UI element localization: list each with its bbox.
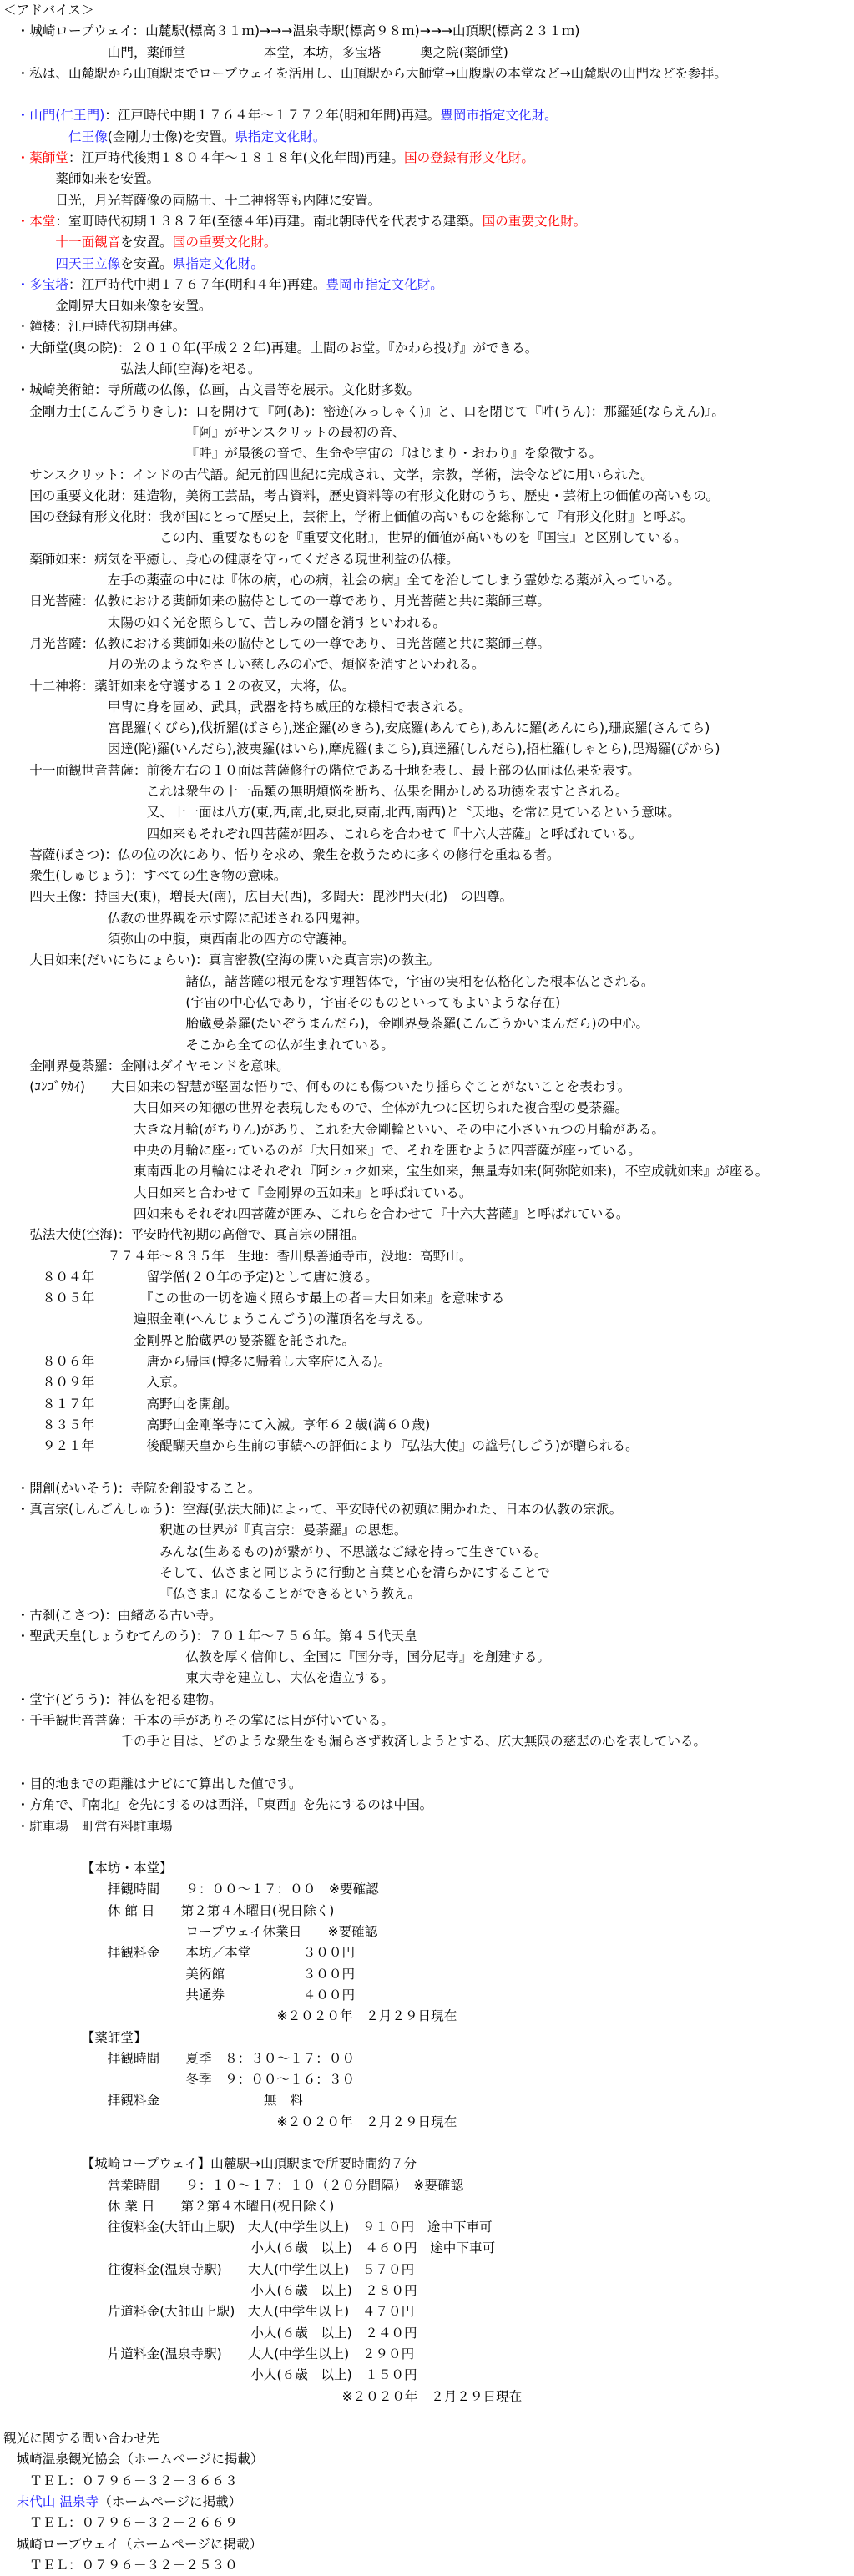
doc-line-text: 胎蔵曼荼羅(たいぞうまんだら)，金剛界曼荼羅(こんごうかいまんだら)の中心。 xyxy=(185,1016,649,1032)
doc-line xyxy=(0,1478,854,1499)
doc-line xyxy=(0,1140,854,1161)
doc-line-text: 仏教を厚く信仰し、全国に『国分寺，国分尼寺』を創建する。 xyxy=(185,1649,551,1665)
doc-line-text: ・私は、山麓駅から山頂駅までロープウェイを活用し、山頂駅から大師堂→山腹駅の本堂など→山麓駅の山門などを参拝。 xyxy=(16,65,727,81)
doc-line-text: を安置。 xyxy=(120,235,173,250)
doc-line-text: (宇宙の中心仏であり，宇宙そのものといってもよいような存在) xyxy=(185,994,561,1010)
doc-line xyxy=(0,275,854,295)
doc-line-text: 『阿』がサンスクリットの最初の音、 xyxy=(185,424,406,440)
doc-line xyxy=(0,1267,854,1288)
doc-line xyxy=(0,2112,854,2133)
doc-line xyxy=(0,0,854,21)
doc-line xyxy=(0,1964,854,1985)
doc-line-text: 観光に関する問い合わせ先 xyxy=(3,2431,160,2447)
doc-line-text: 宮毘羅(くびら),伐折羅(ばさら),迷企羅(めきら),安底羅(あんてら),あんに羅(あんにら),珊底羅(さんてら) xyxy=(107,720,710,736)
doc-line-text: を安置。 xyxy=(120,255,173,271)
doc-line-text: 営業時間 ９：１０～１７：１０（２０分間隔） ※要確認 xyxy=(107,2177,464,2193)
doc-line xyxy=(0,718,854,739)
doc-line xyxy=(0,359,854,380)
doc-line-text: 国の重要文化財。 xyxy=(482,213,587,229)
doc-line-text: 城崎ロープウェイ（ホームページに掲載） xyxy=(16,2536,263,2552)
doc-line-text: 薬師如来を安置。 xyxy=(55,171,160,187)
doc-line-text: ＴＥＬ：０７９６－３２－２５３０ xyxy=(29,2557,238,2573)
doc-line-text: 『仏さま』になることができるという教え。 xyxy=(159,1586,421,1602)
doc-line-text: ・千手観世音菩薩：千本の手がありその掌には目が付いている。 xyxy=(16,1713,394,1729)
doc-line-text: 釈迦の世界が『真言宗：曼荼羅』の思想。 xyxy=(159,1523,407,1538)
doc-line xyxy=(0,1225,854,1245)
doc-line xyxy=(0,21,854,42)
doc-line-text: 中央の月輪に座っているのが『大日如来』で、それを囲むように四菩薩が座っている。 xyxy=(134,1143,641,1159)
doc-line xyxy=(0,2534,854,2555)
doc-line-text: 又、十一面は八方(東,西,南,北,東北,東南,北西,南西)と〝天地〟を常に見ているという意味。 xyxy=(146,805,681,821)
doc-line-text: 十一面観世音菩薩：前後左右の１０面は菩薩修行の階位である十地を表し、最上部の仏面は仏果を表す。 xyxy=(29,762,640,778)
doc-line-text: 四如来もそれぞれ四菩薩が囲み、これらを合わせて『十六大菩薩』と呼ばれている。 xyxy=(146,826,643,841)
doc-line xyxy=(0,1331,854,1351)
doc-line-text: 拝観料金 本坊／本堂 ３００円 xyxy=(107,1945,356,1961)
doc-line-text: 千の手と目は、どのような衆生をも漏らさず救済しようとする、広大無限の慈悲の心を表している。 xyxy=(120,1734,707,1750)
doc-line xyxy=(0,760,854,781)
doc-line-text: これは衆生の十一品類の無明煩悩を断ち、仏果を開かしめる功徳を表すとされる。 xyxy=(146,783,629,799)
doc-line xyxy=(0,528,854,548)
doc-line-text: 大日如来と合わせて『金剛界の五如来』と呼ばれている。 xyxy=(134,1184,472,1200)
doc-line-text: 小人(６歳 以上) ２８０円 xyxy=(107,2283,417,2299)
doc-line xyxy=(0,697,854,718)
doc-line-text: ：江戸時代中期１７６４年～１７７２年(明和年間)再建。 xyxy=(104,108,441,124)
doc-line xyxy=(0,929,854,950)
doc-line xyxy=(0,549,854,570)
doc-line-text: 大日如来(だいにちにょらい)：真言密教(空海の開いた真言宗)の教主。 xyxy=(29,952,441,968)
doc-line-text: 四天王像：持国天(東)，増長天(南)，広目天(西)，多聞天：毘沙門天(北) の四尊。 xyxy=(29,889,513,905)
doc-line-text: 城崎温泉観光協会（ホームページに掲載） xyxy=(16,2452,264,2467)
doc-line-text: ＴＥＬ：０７９６－３２－３６６３ xyxy=(29,2472,238,2488)
doc-line xyxy=(0,169,854,189)
doc-line xyxy=(0,316,854,337)
doc-line-text: ８０４年 留学僧(２０年の予定)として唐に渡る。 xyxy=(29,1269,378,1285)
doc-line-text: 国の重要文化財：建造物，美術工芸品，考古資料，歴史資料等の有形文化財のうち、歴史・芸術上の価値の高いもの。 xyxy=(29,487,720,503)
doc-line xyxy=(0,1710,854,1731)
doc-line-text: そして、仏さまと同じように行動と言葉と心を清らかにすることで xyxy=(159,1564,550,1580)
doc-line xyxy=(0,1816,854,1837)
doc-line-text: ・古刹(こさつ)：由緒ある古い寺。 xyxy=(16,1607,222,1623)
doc-line xyxy=(0,1753,854,1774)
doc-line-text: ・城崎美術館：寺所蔵の仏像，仏画，古文書等を展示。文化財多数。 xyxy=(16,382,421,398)
doc-line-text: 拝観時間 夏季 ８：３０～１７：００ xyxy=(107,2050,356,2066)
doc-line xyxy=(0,1309,854,1330)
doc-line xyxy=(0,2301,854,2322)
doc-line xyxy=(0,802,854,823)
doc-line-text: 金剛界曼荼羅：金剛はダイヤモンドを意味。 xyxy=(29,1058,290,1073)
doc-line-text: ・薬師堂 xyxy=(16,150,68,166)
doc-line-text: 【本坊・本堂】 xyxy=(81,1861,173,1876)
doc-line xyxy=(0,654,854,675)
doc-line-text: 拝観料金 無 料 xyxy=(107,2093,303,2109)
doc-line-text: 衆生(しゅじょう)：すべての生き物の意味。 xyxy=(29,868,287,884)
doc-line-text: ・目的地までの距離はナビにて算出した値です。 xyxy=(16,1775,302,1791)
doc-line xyxy=(0,866,854,886)
doc-line-text: 太陽の如く光を照らして、苦しみの闇を消すといわれる。 xyxy=(107,614,446,630)
doc-line xyxy=(0,1457,854,1477)
doc-line xyxy=(0,2365,854,2386)
doc-line-text: 菩薩(ぼさつ)：仏の位の次にあり、悟りを求め、衆生を救うために多くの修行を重ねる者。 xyxy=(29,846,560,862)
doc-line xyxy=(0,2196,854,2217)
doc-line xyxy=(0,2175,854,2196)
doc-line-text: ・鐘楼：江戸時代初期再建。 xyxy=(16,319,186,335)
doc-line xyxy=(0,2217,854,2238)
doc-line xyxy=(0,1499,854,1520)
doc-line xyxy=(0,1351,854,1372)
doc-line xyxy=(0,1668,854,1689)
doc-line-text: 冬季 ９：００～１６：３０ xyxy=(107,2072,356,2088)
doc-line xyxy=(0,2238,854,2259)
doc-line xyxy=(0,634,854,654)
doc-line xyxy=(0,1183,854,1204)
doc-line-text: ・山門(仁王門) xyxy=(16,108,105,124)
doc-line xyxy=(0,63,854,84)
doc-line xyxy=(0,2471,854,2492)
doc-line-text: 弘法大使(空海)：平安時代初期の高僧で、真言宗の開祖。 xyxy=(29,1227,365,1243)
doc-line xyxy=(0,1436,854,1457)
doc-line xyxy=(0,211,854,232)
doc-line xyxy=(0,2449,854,2470)
doc-line xyxy=(0,2407,854,2428)
doc-line-text: ・駐車場 町営有料駐車場 xyxy=(16,1818,173,1834)
doc-line-text: ８０５年 『この世の一切を遍く照らす最上の者＝大日如来』を意味する xyxy=(29,1291,505,1306)
doc-line-text: ・多宝塔 xyxy=(16,276,68,292)
doc-line-text: 小人(６歳 以上) ２４０円 xyxy=(107,2325,417,2341)
doc-line-text: 片道料金(大師山上駅) 大人(中学生以上) ４７０円 xyxy=(107,2304,415,2320)
doc-line-text: 【城崎ロープウェイ】山麓駅→山頂駅まで所要時間約７分 xyxy=(81,2156,417,2172)
doc-line-text: ※２０２０年 ２月２９日現在 xyxy=(107,2388,523,2404)
doc-line-text: ・開創(かいそう)：寺院を創設すること。 xyxy=(16,1480,261,1496)
doc-line-text: ８３５年 高野山金剛峯寺にて入滅。享年６２歳(満６０歳) xyxy=(29,1417,431,1432)
doc-line xyxy=(0,1520,854,1541)
doc-line xyxy=(0,1858,854,1879)
doc-line-text: ※２０２０年 ２月２９日現在 xyxy=(107,2008,457,2024)
doc-line-text: 【薬師堂】 xyxy=(81,2029,147,2045)
doc-line-text: ・本堂 xyxy=(16,213,56,229)
doc-line xyxy=(0,1879,854,1900)
doc-line xyxy=(0,2260,854,2281)
doc-line-text: サンスクリット：インドの古代語。紀元前四世紀に完成され、文学，宗教，学術，法令などに用いられた。 xyxy=(29,467,654,482)
doc-line xyxy=(0,1647,854,1668)
doc-line xyxy=(0,295,854,316)
doc-line xyxy=(0,2154,854,2174)
doc-line xyxy=(0,1161,854,1182)
doc-line-text: 左手の薬壷の中には『体の病，心の病，社会の病』全てを治してしまう霊妙なる薬が入っている。 xyxy=(107,573,680,588)
doc-line xyxy=(0,2323,854,2344)
doc-line-text: 片道料金(温泉寺駅) 大人(中学生以上) ２９０円 xyxy=(107,2346,415,2361)
doc-line xyxy=(0,2492,854,2513)
doc-line-text: 遍照金剛(へんじょうこんごう)の灌頂名を与える。 xyxy=(134,1311,431,1327)
doc-line xyxy=(0,1690,854,1710)
doc-line xyxy=(0,781,854,802)
doc-line xyxy=(0,1077,854,1098)
doc-line-text: ・大師堂(奥の院)：２０１０年(平成２２年)再建。土間のお堂。『かわら投げ』ができる。 xyxy=(16,340,538,356)
doc-line-text: 休 業 日 第２第４木曜日(祝日除く) xyxy=(107,2198,335,2214)
doc-line xyxy=(0,190,854,211)
doc-line-text: ＜アドバイス＞ xyxy=(3,3,94,18)
doc-line xyxy=(0,1985,854,2006)
doc-line-text: 弘法大師(空海)を祀る。 xyxy=(120,361,261,377)
doc-line xyxy=(0,2513,854,2533)
doc-line-text: 日光菩薩：仏教における薬師如来の脇侍としての一尊であり、月光菩薩と共に薬師三尊。 xyxy=(29,593,550,609)
doc-line-text: 豊岡市指定文化財。 xyxy=(440,108,558,124)
doc-line xyxy=(0,1246,854,1267)
doc-line-text: 薬師如来：病気を平癒し、身心の健康を守ってくださる現世利益の仏様。 xyxy=(29,551,459,567)
doc-line xyxy=(0,1098,854,1119)
doc-line-text: ・聖武天皇(しょうむてんのう)：７０１年～７５６年。第４５代天皇 xyxy=(16,1628,417,1644)
doc-line xyxy=(0,43,854,63)
doc-line xyxy=(0,1731,854,1752)
doc-line-text: 日光，月光菩薩像の両脇士、十二神将等も内陣に安置。 xyxy=(55,192,382,208)
doc-line xyxy=(0,591,854,612)
doc-line-text: 『吽』が最後の音で、生命や宇宙の『はじまり・おわり』を象徴する。 xyxy=(185,446,603,462)
doc-line-text: そこから全ての仏が生まれている。 xyxy=(185,1037,394,1053)
doc-line xyxy=(0,2090,854,2111)
doc-line-text: ８０６年 唐から帰国(博多に帰着し大宰府に入る)。 xyxy=(29,1354,392,1369)
doc-line-text: ・堂宇(どうう)：神仏を祀る建物。 xyxy=(16,1691,222,1707)
doc-line xyxy=(0,570,854,591)
doc-line-text: この内、重要なものを『重要文化財』，世界的価値が高いものを『国宝』と区別している。 xyxy=(159,530,687,546)
doc-line-text: ９２１年 後醍醐天皇から生前の事績への評価により『弘法大使』の諡号(しごう)が贈られる。 xyxy=(29,1438,639,1454)
doc-line xyxy=(0,1837,854,1858)
doc-line xyxy=(0,1626,854,1647)
doc-line xyxy=(0,950,854,971)
doc-line xyxy=(0,422,854,443)
doc-line xyxy=(0,2387,854,2407)
doc-line-text: 豊岡市指定文化財。 xyxy=(326,276,443,292)
doc-line xyxy=(0,2344,854,2365)
doc-line xyxy=(0,1922,854,1942)
doc-line-text: ：江戸時代中期１７６７年(明和４年)再建。 xyxy=(68,276,326,292)
doc-line-text: 大日如来の知徳の世界を表現したもので、全体が九つに区切られた複合型の曼荼羅。 xyxy=(134,1100,629,1116)
doc-line-text: 東南西北の月輪にはそれぞれ『阿シュク如来，宝生如来，無量寿如来(阿弥陀如来)，不空成就如来』が座る。 xyxy=(134,1164,769,1179)
doc-line xyxy=(0,845,854,866)
doc-line xyxy=(0,1583,854,1604)
doc-line-text: ・方角で、『南北』を先にするのは西洋，『東西』を先にするのは中国。 xyxy=(16,1797,433,1813)
doc-line-text: 十一面観音 xyxy=(55,235,121,250)
doc-line xyxy=(0,1394,854,1415)
doc-line-text: 大きな月輪(がちりん)があり、これを大金剛輪といい、その中に小さい五つの月輪がある。 xyxy=(134,1121,665,1137)
doc-line xyxy=(0,338,854,359)
doc-line-text: 四天王立像 xyxy=(55,255,121,271)
doc-line-text: 仁王像 xyxy=(68,129,108,144)
doc-line-text: 仏教の世界観を示す際に記述される四鬼神。 xyxy=(107,910,368,926)
doc-line-text: ７７４年～８３５年 生地：香川県善通寺市，没地：高野山。 xyxy=(107,1248,472,1264)
doc-line xyxy=(0,908,854,929)
doc-line xyxy=(0,2428,854,2449)
doc-line-text: 因達(陀)羅(いんだら),波夷羅(はいら),摩虎羅(まこら),真達羅(しんだら),招杜羅(しゃとら),毘羯羅(びから) xyxy=(107,741,720,757)
doc-line-text: 甲冑に身を固め、武具，武器を持ち威圧的な様相で表される。 xyxy=(107,699,472,715)
doc-line-text: 四如来もそれぞれ四菩薩が囲み、これらを合わせて『十六大菩薩』と呼ばれている。 xyxy=(134,1205,629,1221)
doc-line-text: 金剛力士(こんごうりきし)：口を開けて『阿(あ)：密迹(みっしゃく)』と、口を閉じて『吽(うん)：那羅延(ならえん)』。 xyxy=(29,403,725,419)
doc-line-text: 末代山 温泉寺 xyxy=(16,2494,99,2510)
doc-line-text: 金剛界大日如来像を安置。 xyxy=(55,298,212,314)
doc-line xyxy=(0,380,854,401)
doc-line xyxy=(0,1542,854,1563)
doc-line-text: ８１７年 高野山を開創。 xyxy=(29,1396,238,1412)
doc-line-text: 国の登録有形文化財：我が国にとって歴史上，芸術上，学術上価値の高いものを総称して『有形文化財』と呼ぶ。 xyxy=(29,509,694,525)
doc-line-text: 十二神将：薬師如来を守護する１２の夜叉，大将，仏。 xyxy=(29,678,356,694)
doc-line-text: 月光菩薩：仏教における薬師如来の脇侍としての一尊であり、日光菩薩と共に薬師三尊。 xyxy=(29,635,550,651)
doc-line xyxy=(0,127,854,148)
doc-line xyxy=(0,2133,854,2154)
doc-line xyxy=(0,1415,854,1436)
doc-line-text: 美術館 ３００円 xyxy=(107,1966,356,1982)
doc-line-text: 東大寺を建立し、大仏を造立する。 xyxy=(185,1670,394,1686)
doc-line-text: 小人(６歳 以上) １５０円 xyxy=(107,2367,417,2383)
doc-line-text: 金剛界と胎蔵界の曼荼羅を託された。 xyxy=(134,1332,356,1348)
doc-line-text: 県指定文化財。 xyxy=(235,129,326,144)
doc-line xyxy=(0,402,854,422)
doc-line-text: 小人(６歳 以上) ４６０円 途中下車可 xyxy=(107,2240,496,2256)
doc-line xyxy=(0,1119,854,1140)
doc-line xyxy=(0,148,854,169)
doc-line xyxy=(0,84,854,105)
doc-line xyxy=(0,465,854,486)
doc-line xyxy=(0,443,854,464)
doc-line xyxy=(0,105,854,126)
doc-line-text: ・真言宗(しんごんしゅう)：空海(弘法大師)によって、平安時代の初頭に開かれた、日本の仏教の宗派。 xyxy=(16,1502,623,1518)
doc-line xyxy=(0,2069,854,2090)
doc-line-text: 国の登録有形文化財。 xyxy=(404,150,534,166)
doc-line xyxy=(0,1795,854,1816)
doc-line-text: 往復料金(温泉寺駅) 大人(中学生以上) ５７０円 xyxy=(107,2261,415,2277)
doc-line-text: 諸仏，諸菩薩の根元をなす理智体で，宇宙の実相を仏格化した根本仏とされる。 xyxy=(185,973,654,989)
doc-line xyxy=(0,1013,854,1034)
doc-line-text: 月の光のようなやさしい慈しみの心で、煩悩を消すといわれる。 xyxy=(107,657,485,673)
doc-line-text: 往復料金(大師山上駅) 大人(中学生以上) ９１０円 途中下車可 xyxy=(107,2220,493,2235)
doc-line xyxy=(0,2006,854,2027)
doc-line-text: 須弥山の中腹，東西南北の四方の守護神。 xyxy=(107,932,356,947)
doc-line-text: 共通券 ４００円 xyxy=(107,1987,356,2003)
doc-line xyxy=(0,1901,854,1922)
doc-line xyxy=(0,993,854,1013)
doc-line xyxy=(0,254,854,275)
doc-line xyxy=(0,1563,854,1583)
doc-line xyxy=(0,2048,854,2069)
doc-line-text: (ｺﾝｺﾞｳｶｲ) 大日如来の智慧が堅固な悟りで、何ものにも傷ついたり揺らぐことがないことを表わす。 xyxy=(29,1079,631,1095)
doc-line-text: 国の重要文化財。 xyxy=(172,235,277,250)
doc-line-text: ・城崎ロープウェイ：山麓駅(標高３１ｍ)→→→温泉寺駅(標高９８ｍ)→→→山頂駅(標高２３１ｍ) xyxy=(16,23,580,39)
doc-line-text: 休 館 日 第２第４木曜日(祝日除く) xyxy=(107,1902,335,1918)
doc-line xyxy=(0,232,854,253)
doc-line-text: みんな(生あるもの)が繋がり、不思議なご縁を持って生きている。 xyxy=(159,1543,548,1559)
doc-line-text: （ホームページに掲載） xyxy=(99,2494,242,2510)
doc-line xyxy=(0,486,854,507)
doc-line xyxy=(0,2028,854,2048)
doc-line xyxy=(0,1605,854,1626)
doc-line-text: ＴＥＬ：０７９６－３２－２６６９ xyxy=(29,2515,238,2531)
doc-line-text: 県指定文化財。 xyxy=(172,255,264,271)
doc-line-text: (金剛力士像)を安置。 xyxy=(107,129,235,144)
doc-line xyxy=(0,1372,854,1393)
doc-line xyxy=(0,507,854,528)
doc-line xyxy=(0,1204,854,1225)
doc-line xyxy=(0,613,854,634)
doc-line-text: 山門，薬師堂 本堂，本坊，多宝塔 奥之院(薬師堂) xyxy=(107,44,508,60)
doc-line-text: ：室町時代初期１３８７年(至徳４年)再建。南北朝時代を代表する建築。 xyxy=(55,213,483,229)
doc-line xyxy=(0,1288,854,1309)
doc-line xyxy=(0,886,854,907)
doc-line-text: ８０９年 入京。 xyxy=(29,1375,186,1391)
doc-line xyxy=(0,1942,854,1963)
doc-line xyxy=(0,972,854,993)
doc-line xyxy=(0,1774,854,1795)
doc-line xyxy=(0,739,854,760)
doc-line xyxy=(0,2555,854,2576)
doc-line-text: ロープウェイ休業日 ※要確認 xyxy=(107,1924,378,1940)
doc-line-text: 拝観時間 ９：００～１７：００ ※要確認 xyxy=(107,1881,379,1897)
doc-line xyxy=(0,824,854,845)
doc-line xyxy=(0,2281,854,2301)
doc-line xyxy=(0,676,854,697)
doc-line-text: ※２０２０年 ２月２９日現在 xyxy=(107,2114,457,2129)
doc-line xyxy=(0,1035,854,1056)
doc-line-text: ：江戸時代後期１８０４年～１８１８年(文化年間)再建。 xyxy=(68,150,404,166)
doc-line xyxy=(0,1056,854,1077)
